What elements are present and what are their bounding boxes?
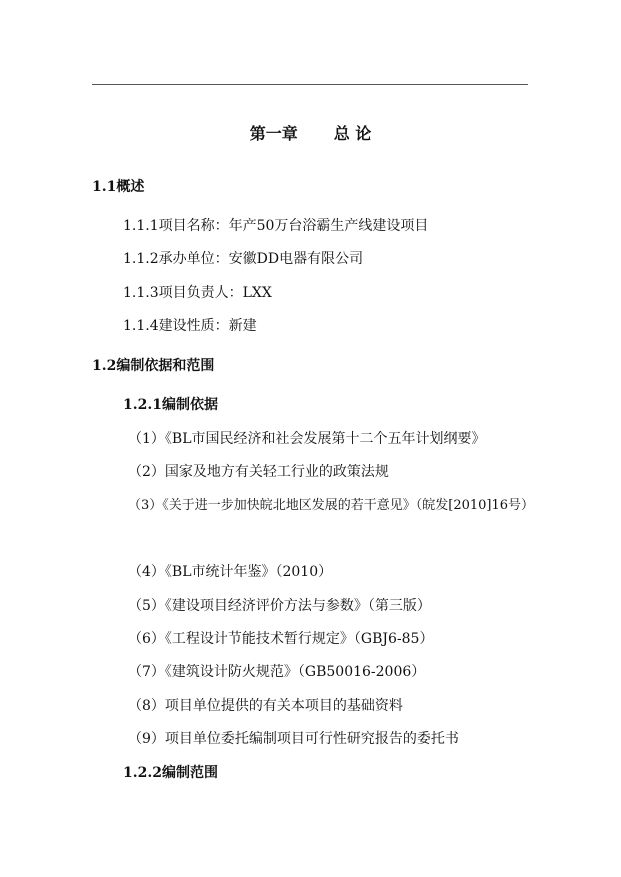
basis-item: （8）项目单位提供的有关本项目的基础资料 (128, 698, 403, 714)
subsection-heading-1-2-1: 1.2.1编制依据 (123, 397, 218, 413)
subsection-heading-1-2-2: 1.2.2编制范围 (123, 765, 218, 781)
basis-item: （1）《BL市国民经济和社会发展第十二个五年计划纲要》 (128, 431, 486, 447)
basis-item: （5）《建设项目经济评价方法与参数》（第三版） (128, 598, 431, 614)
basis-item: （6）《工程设计节能技术暂行规定》（GBJ6-85） (128, 631, 434, 647)
item-construction-type: 1.1.4建设性质：新建 (123, 318, 257, 334)
basis-item: （7）《建筑设计防火规范》（GB50016-2006） (128, 664, 426, 680)
chapter-number: 第一章 (249, 124, 298, 143)
header-rule (92, 84, 528, 85)
chapter-name: 总 论 (333, 124, 372, 143)
item-project-name: 1.1.1项目名称：年产50万台浴霸生产线建设项目 (123, 218, 429, 234)
item-organizer: 1.1.2承办单位：安徽DD电器有限公司 (123, 251, 364, 267)
basis-item: （9）项目单位委托编制项目可行性研究报告的委托书 (128, 731, 459, 747)
section-heading-1-2: 1.2编制依据和范围 (92, 358, 215, 374)
section-heading-1-1: 1.1概述 (92, 179, 145, 195)
basis-item: （4）《BL市统计年鉴》（2010） (128, 564, 333, 580)
basis-item: （2）国家及地方有关轻工行业的政策法规 (128, 464, 389, 480)
item-project-lead: 1.1.3项目负责人：LXX (123, 285, 272, 301)
basis-item: （3）《关于进一步加快皖北地区发展的若干意见》（皖发[2010]16号） (128, 498, 535, 513)
chapter-title (0, 124, 621, 144)
